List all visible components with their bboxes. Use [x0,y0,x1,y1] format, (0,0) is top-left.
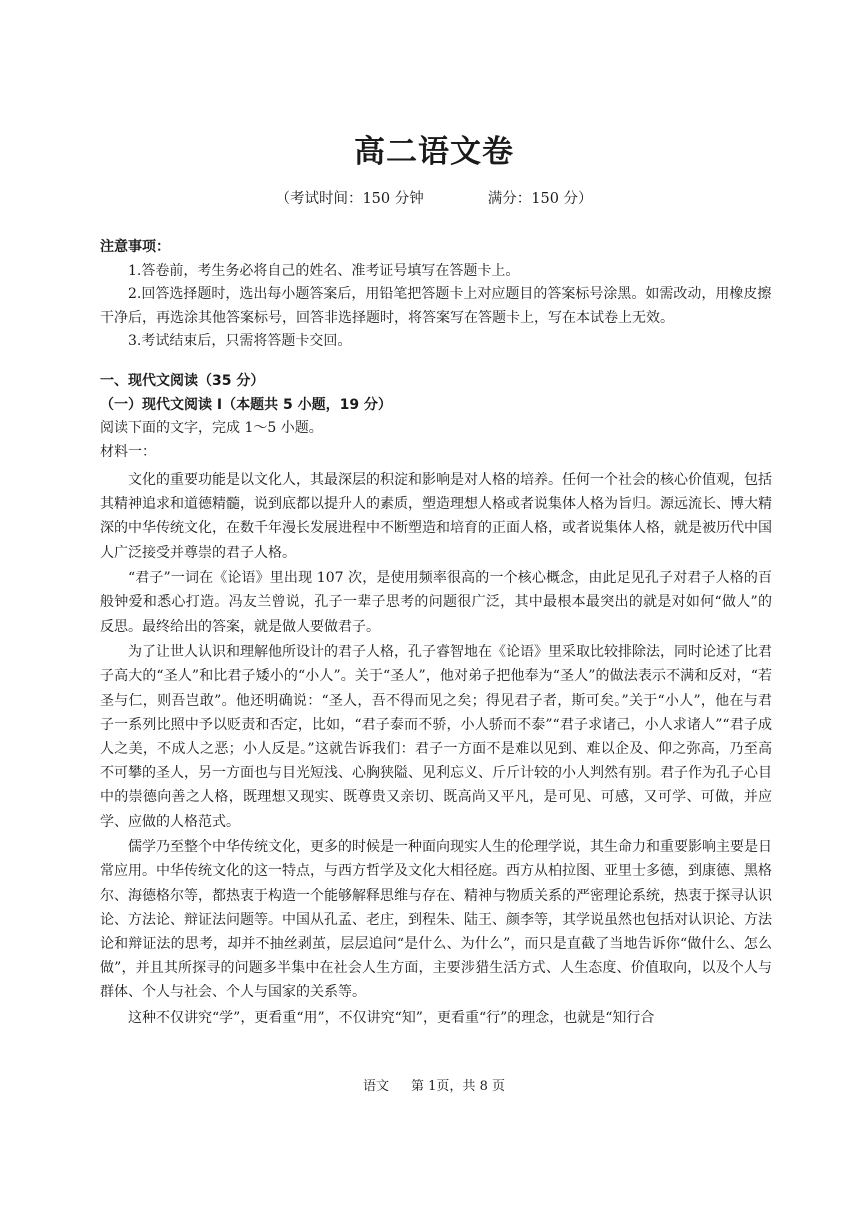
exam-score: 满分：150 分） [487,191,593,207]
notice-item: 3.考试结束后，只需将答题卡交回。 [128,333,352,349]
notice-heading: 注意事项： [100,239,170,255]
passage-paragraph: 儒学乃至整个中华传统文化，更多的时候是一种面向现实人生的伦理学说，其生命力和重要影响主要是日常应用。中华传统文化的这一特点，与西方哲学及文化大相径庭。西方从柏拉图、亚里士多德，到康德、黑格尔、海德格尔等，都热衷于构造一个能够解释思维与存在、精神与物质关系的严密理论系统，热衷于探寻认识论、方法论、辩证法问题等。中国从孔孟、老庄，到程朱、陆王、颜李等，其学说虽然也包括对认识论、方法论和辩证法的思考，却并不抽丝剥茧，层层追问“是什么、为什么”，而只是直截了当地告诉你“做什么、怎么做”，并且其所探寻的问题多半集中在社会人生方面，主要涉猎生活方式、人生态度、价值取向，以及个人与群体、个人与社会、个人与国家的关系等。 [100,839,772,1001]
notice-item: 1.答卷前，考生务必将自己的姓名、准考证号填写在答题卡上。 [128,262,520,279]
exam-info [0,187,868,208]
section-header [100,370,772,464]
footer-page-number: 第 1页，共 8 页 [411,1079,505,1094]
passage-paragraph: 为了让世人认识和理解他所设计的君子人格，孔子睿智地在《论语》里采取比较排除法，同时论述了比君子高大的“圣人”和比君子矮小的“小人”。关于“圣人”，他对弟子把他奉为“圣人”的做法表示不满和反对，“若圣与仁，则吾岂敢”。他还明确说：“圣人，吾不得而见之矣；得见君子者，斯可矣。”关于“小人”，他在与君子一系列比照中予以贬责和否定，比如，“君子泰而不骄，小人骄而不泰”“君子求诸己，小人求诸人”“君子成人之美，不成人之恶；小人反是。”这就告诉我们：君子一方面不是难以见到、难以企及、仰之弥高，乃至高不可攀的圣人，另一方面也与目光短浅、心胸狭隘、见利忘义、斤斤计较的小人判然有别。君子作为孔子心目中的崇德向善之人格，既理想又现实、既尊贵又亲切、既高尚又平凡，是可见、可感，又可学、可做，并应学、应做的人格范式。 [100,644,772,830]
reading-passage [100,468,772,1032]
exam-title: 高二语文卷 [354,134,514,170]
footer-subject: 语文 [363,1079,390,1094]
section-heading: 一、现代文阅读（35 分） [100,373,265,389]
notice-item: 2.回答选择题时，选出每小题答案后，用铅笔把答题卡上对应题目的答案标号涂黑。如需改动，用橡皮擦干净后，再选涂其他答案标号，回答非选择题时，将答案写在答题卡上，写在本试卷上无效。 [100,286,772,326]
material-label: 材料一： [100,443,156,460]
notice-section [100,236,772,354]
page-footer [0,1075,868,1094]
section-subheading: （一）现代文阅读 I（本题共 5 小题，19 分） [100,396,392,413]
exam-time: （考试时间：150 分钟 [275,191,424,207]
passage-paragraph: “君子”一词在《论语》里出现 107 次，是使用频率很高的一个核心概念，由此足见孔子对君子人格的百般钟爱和悉心打造。冯友兰曾说，孔子一辈子思考的问题很广泛，其中最根本最突出的就是对如何“做人”的反思。最终给出的答案，就是做人要做君子。 [100,570,772,635]
passage-paragraph: 文化的重要功能是以文化人，其最深层的积淀和影响是对人格的培养。任何一个社会的核心价值观，包括其精神追求和道德精髓，说到底都以提升人的素质，塑造理想人格或者说集体人格为旨归。源远流长、博大精深的中华传统文化，在数千年漫长发展进程中不断塑造和培育的正面人格，或者说集体人格，就是被历代中国人广泛接受并尊崇的君子人格。 [100,472,772,561]
passage-paragraph: 这种不仅讲究“学”，更看重“用”，不仅讲究“知”，更看重“行”的理念，也就是“知行合 [128,1010,655,1027]
section-instruction: 阅读下面的文字，完成 1～5 小题。 [100,420,323,436]
